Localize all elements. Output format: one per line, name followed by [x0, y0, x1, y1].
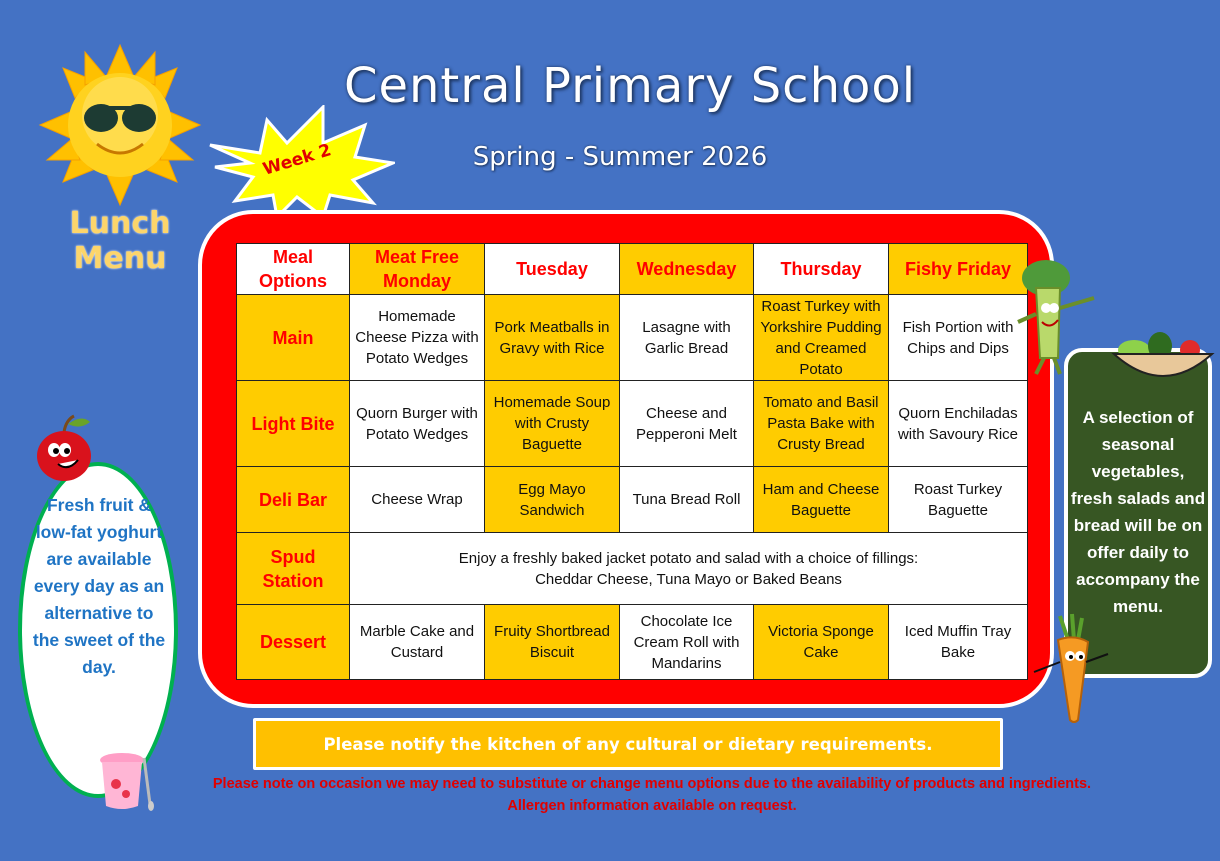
menu-cell: Quorn Enchiladas with Savoury Rice	[889, 381, 1028, 467]
menu-cell: Pork Meatballs in Gravy with Rice	[485, 295, 620, 381]
day-header-friday: Fishy Friday	[889, 244, 1028, 295]
table-row-spud-station	[237, 533, 1028, 605]
vegetables-info-text: A selection of seasonal vegetables, fresh salads and bread will be on offer daily to accompany the menu.	[1070, 408, 1206, 616]
week-label: Week 2	[260, 140, 334, 180]
day-header-monday: Meat Free Monday	[350, 244, 485, 295]
salad-bowl-icon	[1110, 328, 1216, 388]
corner-header: Meal Options	[237, 244, 350, 295]
menu-cell: Marble Cake and Custard	[350, 605, 485, 680]
table-row-main	[237, 295, 1028, 381]
celery-character-icon	[1016, 258, 1108, 378]
page-subtitle: Spring - Summer 2026	[472, 142, 768, 172]
row-label: Light Bite	[237, 381, 350, 467]
page-title: Central Primary School	[343, 58, 917, 114]
menu-cell: Victoria Sponge Cake	[754, 605, 889, 680]
menu-cell: Fruity Shortbread Biscuit	[485, 605, 620, 680]
fruit-info-text: Fresh fruit & low-fat yoghurt are available every day as an alternative to the sweet of the day.	[32, 495, 166, 677]
sun-sunglasses-icon	[35, 40, 205, 210]
menu-cell: Ham and Cheese Baguette	[754, 467, 889, 533]
table-row-light-bite	[237, 381, 1028, 467]
day-header-thursday: Thursday	[754, 244, 889, 295]
carrot-character-icon	[1030, 612, 1110, 724]
menu-cell: Cheese and Pepperoni Melt	[620, 381, 754, 467]
menu-cell: Roast Turkey with Yorkshire Pudding and Creamed Potato	[754, 295, 889, 381]
day-header-wednesday: Wednesday	[620, 244, 754, 295]
menu-cell: Chocolate Ice Cream Roll with Mandarins	[620, 605, 754, 680]
table-row-deli-bar	[237, 467, 1028, 533]
spud-station-cell	[350, 533, 1028, 605]
menu-cell: Tomato and Basil Pasta Bake with Crusty Bread	[754, 381, 889, 467]
menu-cell: Lasagne with Garlic Bread	[620, 295, 754, 381]
header-row	[237, 244, 1028, 295]
menu-cell: Roast Turkey Baguette	[889, 467, 1028, 533]
menu-cell: Quorn Burger with Potato Wedges	[350, 381, 485, 467]
row-label: Deli Bar	[237, 467, 350, 533]
row-label: Main	[237, 295, 350, 381]
menu-cell: Iced Muffin Tray Bake	[889, 605, 1028, 680]
menu-cell: Egg Mayo Sandwich	[485, 467, 620, 533]
yoghurt-icon	[96, 748, 158, 812]
menu-cell: Homemade Soup with Crusty Baguette	[485, 381, 620, 467]
menu-cell: Tuna Bread Roll	[620, 467, 754, 533]
row-label: Dessert	[237, 605, 350, 680]
apple-icon	[34, 414, 94, 484]
substitution-note: Please note on occasion we may need to substitute or change menu options due to the availability of products and ingredients.	[212, 776, 1092, 792]
menu-cell: Cheese Wrap	[350, 467, 485, 533]
row-label: Spud Station	[237, 533, 350, 605]
allergen-note: Allergen information available on request.	[507, 798, 797, 814]
dietary-notice-bar: Please notify the kitchen of any cultural or dietary requirements.	[253, 718, 1003, 770]
menu-cell: Homemade Cheese Pizza with Potato Wedges	[350, 295, 485, 381]
spud-line-2: Cheddar Cheese, Tuna Mayo or Baked Beans	[535, 570, 842, 588]
day-header-tuesday: Tuesday	[485, 244, 620, 295]
menu-table	[236, 243, 1028, 680]
lunch-menu-label: Lunch Menu	[69, 206, 171, 276]
spud-line-1: Enjoy a freshly baked jacket potato and salad with a choice of fillings:	[458, 549, 919, 567]
menu-cell: Fish Portion with Chips and Dips	[889, 295, 1028, 381]
table-row-dessert	[237, 605, 1028, 680]
